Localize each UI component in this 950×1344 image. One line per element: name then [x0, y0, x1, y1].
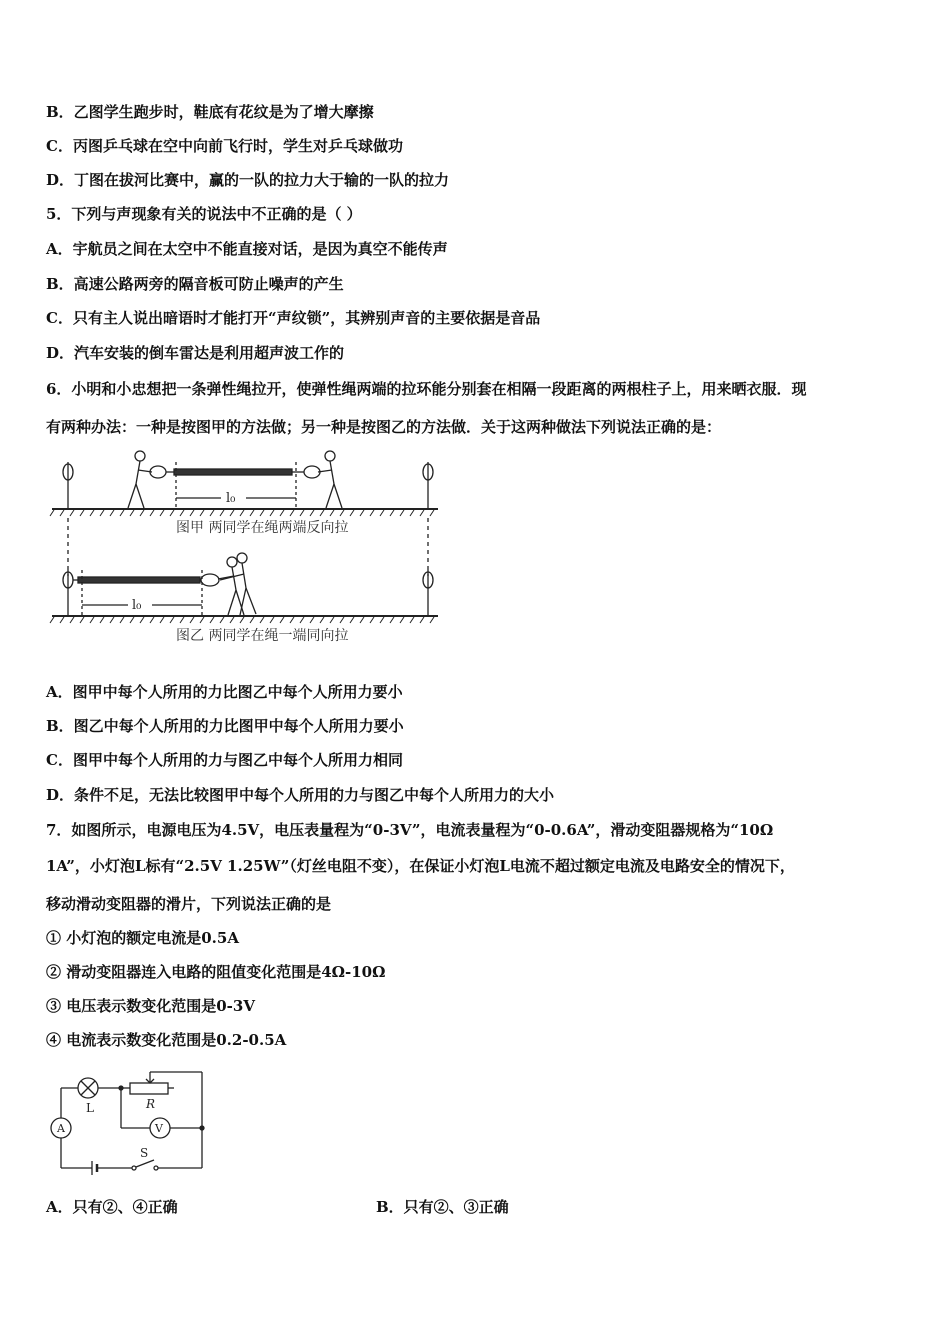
ammeter-label: A	[57, 1122, 65, 1135]
q7-option-b: B．只有②、③正确	[376, 1198, 509, 1216]
resistor-label: R	[146, 1097, 156, 1111]
q7-statement-4: ④ 电流表示数变化范围是0.2-0.5A	[46, 1031, 287, 1049]
q6-stem-line2: 有两种办法：一种是按图甲的方法做；另一种是按图乙的方法做．关于这两种做法下列说法正确的是：	[46, 418, 722, 436]
q7-stem-line2: 1A”，小灯泡L标有“2.5V 1.25W”（灯丝电阻不变），在保证小灯泡L电流不超过额定电流及电路安全的情况下，	[46, 857, 795, 875]
q7-statement-1: ① 小灯泡的额定电流是0.5A	[46, 929, 239, 947]
rope-pulling-figure	[46, 448, 446, 653]
q6-option-b: B．图乙中每个人所用的力比图甲中每个人所用力要小	[46, 717, 404, 735]
q5-option-d: D．汽车安装的倒车雷达是利用超声波工作的	[46, 344, 345, 362]
resistor-icon	[130, 1083, 168, 1094]
q7-statement-2: ② 滑动变阻器连入电路的阻值变化范围是4Ω-10Ω	[46, 963, 386, 981]
length-label-yi: l₀	[132, 598, 142, 613]
fig-jia-caption: 图甲 两同学在绳两端反向拉	[176, 520, 349, 536]
lamp-label: L	[86, 1101, 94, 1115]
q7-stem-line3: 移动滑动变阻器的滑片，下列说法正确的是	[46, 895, 332, 913]
q6-stem-line1: 6．小明和小忠想把一条弹性绳拉开，使弹性绳两端的拉环能分别套在相隔一段距离的两根柱子上，用来晒衣服．现	[46, 380, 807, 398]
circuit-diagram	[46, 1060, 212, 1178]
q5-option-b: B．高速公路两旁的隔音板可防止噪声的产生	[46, 275, 344, 293]
fig-yi-caption: 图乙 两同学在绳一端同向拉	[176, 628, 349, 644]
switch-icon	[132, 1166, 136, 1170]
q7-option-a: A．只有②、④正确	[46, 1198, 178, 1216]
q6-option-d: D．条件不足，无法比较图甲中每个人所用的力与图乙中每个人所用力的大小	[46, 786, 555, 804]
switch-label: S	[140, 1146, 149, 1160]
voltmeter-label: V	[155, 1122, 163, 1135]
length-label-jia: l₀	[226, 491, 236, 506]
q5-option-a: A．宇航员之间在太空中不能直接对话，是因为真空不能传声	[46, 240, 448, 258]
q5-stem: 5．下列与声现象有关的说法中不正确的是（ ）	[46, 205, 362, 223]
q4-option-c: C．丙图乒乓球在空中向前飞行时，学生对乒乓球做功	[46, 137, 403, 155]
q4-option-d: D．丁图在拔河比赛中，赢的一队的拉力大于输的一队的拉力	[46, 171, 450, 189]
q5-option-c: C．只有主人说出暗语时才能打开“声纹锁”，其辨别声音的主要依据是音品	[46, 309, 541, 327]
q7-stem-line1: 7．如图所示，电源电压为4.5V，电压表量程为“0-3V”，电流表量程为“0-0.6A”，滑动变阻器规格为“10Ω	[46, 821, 774, 839]
q4-option-b: B．乙图学生跑步时，鞋底有花纹是为了增大摩擦	[46, 103, 374, 121]
q6-option-c: C．图甲中每个人所用的力与图乙中每个人所用力相同	[46, 751, 403, 769]
q7-statement-3: ③ 电压表示数变化范围是0-3V	[46, 997, 255, 1015]
q6-option-a: A．图甲中每个人所用的力比图乙中每个人所用力要小	[46, 683, 403, 701]
